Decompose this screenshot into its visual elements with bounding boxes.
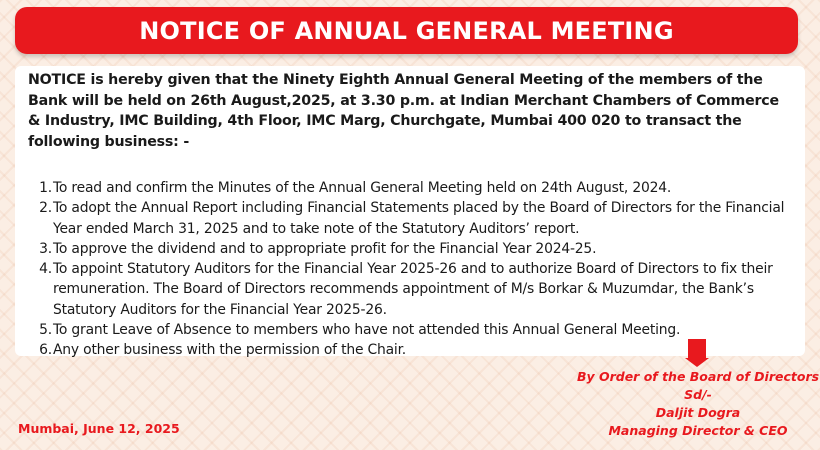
notice-card [15, 66, 805, 359]
place-date: Mumbai, June 12, 2025 [18, 421, 180, 436]
pointer-arrow-icon [688, 339, 706, 358]
agenda-item-number: 2. [39, 200, 52, 217]
agenda-item-text: To adopt the Annual Report including Financial Statements placed by the Board of Directors for the Financial Year ended March 31, 2025 and to take note of the Statutory Auditors’ report. [53, 200, 785, 237]
agenda-item-text: To grant Leave of Absence to members who have not attended this Annual General Meeting. [53, 322, 681, 339]
signatory-name: Daljit Dogra [655, 405, 741, 420]
agenda-item [28, 259, 793, 320]
page-title: NOTICE OF ANNUAL GENERAL MEETING [139, 16, 674, 45]
header-banner [15, 7, 798, 54]
signature-order-line: By Order of the Board of Directors [576, 369, 820, 384]
agenda-item-number: 4. [39, 261, 52, 278]
agenda-list [28, 178, 793, 361]
signature-sd-line: Sd/- [684, 387, 712, 402]
agenda-item-text: To approve the dividend and to appropriate profit for the Financial Year 2024-25. [53, 240, 597, 257]
agenda-item-number: 1. [39, 180, 52, 196]
agenda-item [28, 198, 793, 239]
agenda-item-text: Any other business with the permission of the Chair. [53, 342, 407, 359]
agenda-item-text: To read and confirm the Minutes of the Annual General Meeting held on 24th August, 2024. [53, 180, 672, 196]
agenda-item [28, 239, 793, 259]
agenda-item [28, 320, 793, 340]
agenda-item-number: 5. [39, 322, 52, 339]
agenda-item [28, 178, 793, 198]
notice-intro: NOTICE is hereby given that the Ninety Eighth Annual General Meeting of the members of the Bank will be held on 26th August,2025, at 3.30 p.m. at Indian Merchant Chambers of Commerce & Industry, IMC Building, 4th Floor, IMC Marg, Churchgate, Mumbai 400 020 to transact the following business: - [28, 72, 779, 150]
signature-block [560, 368, 820, 440]
signatory-designation: Managing Director & CEO [608, 423, 788, 438]
agenda-item-number: 3. [39, 240, 52, 257]
agenda-item-text: To appoint Statutory Auditors for the Financial Year 2025-26 and to authorize Board of Directors to fix their remuneration. The Board of Directors recommends appointment of M/s Borkar & Muzumdar, the Bank’s Statutory Auditors for the Financial Year 2025-26. [53, 261, 773, 318]
agenda-item-number: 6. [39, 342, 52, 359]
agenda-item [28, 340, 793, 360]
